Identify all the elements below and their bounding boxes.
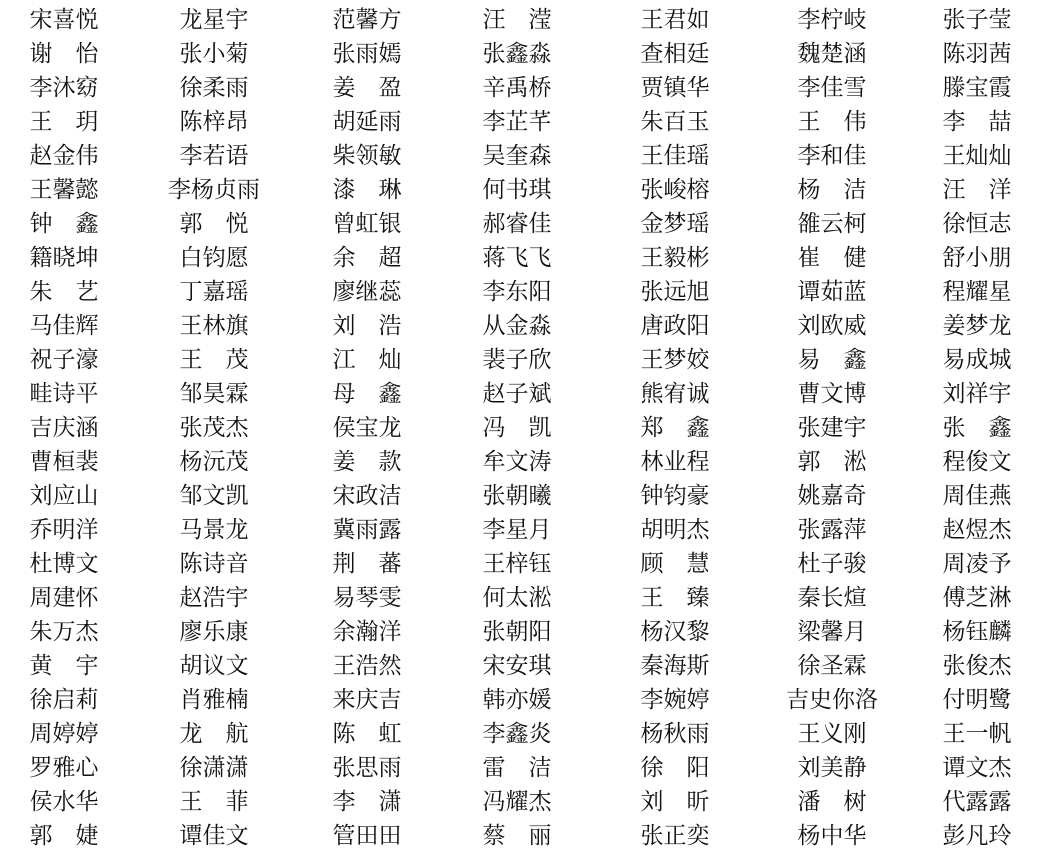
name-cell: 张子莹 [942,7,1012,33]
name-cell: 胡明杰 [640,517,710,543]
name-cell: 姜 款 [332,449,402,475]
name-row [0,717,1049,751]
name-cell: 王 菲 [179,789,249,815]
name-cell: 王 玥 [29,109,99,135]
name-cell: 李芷芊 [482,109,552,135]
name-cell: 侯宝龙 [332,415,402,441]
name-cell: 李杨贞雨 [168,177,260,203]
name-cell: 漆 琳 [332,177,402,203]
name-row [0,649,1049,683]
name-cell: 张朝曦 [482,483,552,509]
name-cell: 姜梦龙 [942,313,1012,339]
name-cell: 辛禹桥 [482,75,552,101]
name-cell: 余瀚洋 [332,619,402,645]
name-cell: 郭 婕 [29,823,99,849]
name-cell: 张建宇 [797,415,867,441]
name-cell: 黄 宇 [29,653,99,679]
name-cell: 杨 洁 [797,177,867,203]
name-cell: 赵煜杰 [942,517,1012,543]
name-cell: 吉庆涵 [29,415,99,441]
name-cell: 张峻榕 [640,177,710,203]
name-cell: 杨汉黎 [640,619,710,645]
name-row [0,37,1049,71]
name-cell: 赵浩宇 [179,585,249,611]
name-cell: 贾镇华 [640,75,710,101]
name-row [0,445,1049,479]
name-cell: 王林旗 [179,313,249,339]
name-cell: 邹文凯 [179,483,249,509]
name-cell: 丁嘉瑶 [179,279,249,305]
name-cell: 查相廷 [640,41,710,67]
name-cell: 王 臻 [640,585,710,611]
name-cell: 徐潇潇 [179,755,249,781]
name-row [0,343,1049,377]
name-cell: 乔明洋 [29,517,99,543]
name-cell: 郝睿佳 [482,211,552,237]
name-cell: 汪 滢 [482,7,552,33]
name-cell: 张俊杰 [942,653,1012,679]
name-cell: 蔡 丽 [482,823,552,849]
name-cell: 曾虹银 [332,211,402,237]
name-cell: 熊宥诚 [640,381,710,407]
name-cell: 肖雅楠 [179,687,249,713]
name-cell: 陈梓昂 [179,109,249,135]
name-cell: 谭佳文 [179,823,249,849]
name-cell: 柴领敏 [332,143,402,169]
name-cell: 王 伟 [797,109,867,135]
name-cell: 徐柔雨 [179,75,249,101]
name-cell: 赵子斌 [482,381,552,407]
name-cell: 李柠岐 [797,7,867,33]
name-cell: 冯耀杰 [482,789,552,815]
name-cell: 陈羽茜 [942,41,1012,67]
name-cell: 陈诗音 [179,551,249,577]
name-cell: 白钧愿 [179,245,249,271]
name-cell: 朱万杰 [29,619,99,645]
name-cell: 雒云柯 [797,211,867,237]
name-cell: 王义刚 [797,721,867,747]
name-cell: 舒小朋 [942,245,1012,271]
name-cell: 李若语 [179,143,249,169]
name-row [0,547,1049,581]
name-cell: 牟文涛 [482,449,552,475]
name-cell: 裴子欣 [482,347,552,373]
name-row [0,275,1049,309]
name-cell: 刘祥宇 [942,381,1012,407]
name-row [0,411,1049,445]
name-cell: 郑 鑫 [640,415,710,441]
name-row [0,207,1049,241]
name-cell: 李和佳 [797,143,867,169]
name-cell: 张鑫淼 [482,41,552,67]
name-row [0,377,1049,411]
name-cell: 周佳燕 [942,483,1012,509]
name-cell: 宋安琪 [482,653,552,679]
name-cell: 程耀星 [942,279,1012,305]
name-cell: 杜博文 [29,551,99,577]
name-cell: 廖继蕊 [332,279,402,305]
name-cell: 张露萍 [797,517,867,543]
name-row [0,139,1049,173]
name-cell: 付明鹭 [942,687,1012,713]
name-row [0,683,1049,717]
name-cell: 雷 洁 [482,755,552,781]
name-cell: 龙 航 [179,721,249,747]
name-cell: 蒋飞飞 [482,245,552,271]
name-row [0,105,1049,139]
name-cell: 刘欧威 [797,313,867,339]
name-cell: 籍晓坤 [29,245,99,271]
name-cell: 滕宝霞 [942,75,1012,101]
name-cell: 李婉婷 [640,687,710,713]
name-cell: 刘美静 [797,755,867,781]
name-cell: 刘 浩 [332,313,402,339]
name-cell: 宋喜悦 [29,7,99,33]
name-row [0,173,1049,207]
name-cell: 胡议文 [179,653,249,679]
name-row [0,309,1049,343]
name-cell: 秦长煊 [797,585,867,611]
name-cell: 潘 树 [797,789,867,815]
name-cell: 刘 昕 [640,789,710,815]
name-cell: 张小菊 [179,41,249,67]
name-cell: 从金淼 [482,313,552,339]
name-cell: 周凌予 [942,551,1012,577]
name-cell: 王馨懿 [29,177,99,203]
name-cell: 韩亦媛 [482,687,552,713]
name-row [0,819,1049,853]
name-cell: 冀雨露 [332,517,402,543]
name-cell: 谭茹蓝 [797,279,867,305]
name-cell: 傅芝淋 [942,585,1012,611]
name-cell: 畦诗平 [29,381,99,407]
name-cell: 周婷婷 [29,721,99,747]
name-cell: 张 鑫 [942,415,1012,441]
name-cell: 郭 淞 [797,449,867,475]
name-cell: 赵金伟 [29,143,99,169]
name-cell: 何太淞 [482,585,552,611]
name-cell: 祝子濠 [29,347,99,373]
name-cell: 顾 慧 [640,551,710,577]
name-cell: 徐 阳 [640,755,710,781]
name-cell: 易成城 [942,347,1012,373]
name-cell: 杨钰麟 [942,619,1012,645]
name-cell: 唐政阳 [640,313,710,339]
name-cell: 李东阳 [482,279,552,305]
name-cell: 侯水华 [29,789,99,815]
name-cell: 张朝阳 [482,619,552,645]
name-cell: 林业程 [640,449,710,475]
name-cell: 张正奕 [640,823,710,849]
name-cell: 易琴雯 [332,585,402,611]
name-cell: 汪 洋 [942,177,1012,203]
name-list-grid [0,3,1049,853]
name-cell: 徐圣霖 [797,653,867,679]
name-cell: 彭凡玲 [942,823,1012,849]
name-cell: 易 鑫 [797,347,867,373]
name-cell: 秦海斯 [640,653,710,679]
name-row [0,3,1049,37]
name-cell: 张雨嫣 [332,41,402,67]
name-cell: 李星月 [482,517,552,543]
name-cell: 范馨方 [332,7,402,33]
name-cell: 荆 蕃 [332,551,402,577]
name-cell: 李佳雪 [797,75,867,101]
name-cell: 罗雅心 [29,755,99,781]
name-cell: 吴奎森 [482,143,552,169]
name-cell: 杨沅茂 [179,449,249,475]
name-cell: 杜子骏 [797,551,867,577]
name-cell: 张思雨 [332,755,402,781]
name-cell: 徐恒志 [942,211,1012,237]
name-row [0,479,1049,513]
name-cell: 李 潇 [332,789,402,815]
name-cell: 朱百玉 [640,109,710,135]
name-cell: 张远旭 [640,279,710,305]
name-cell: 杨中华 [797,823,867,849]
name-cell: 崔 健 [797,245,867,271]
name-cell: 王君如 [640,7,710,33]
name-cell: 来庆吉 [332,687,402,713]
name-cell: 梁馨月 [797,619,867,645]
name-cell: 周建怀 [29,585,99,611]
name-cell: 王一帆 [942,721,1012,747]
name-cell: 何书琪 [482,177,552,203]
name-cell: 魏楚涵 [797,41,867,67]
name-cell: 徐启莉 [29,687,99,713]
name-cell: 陈 虹 [332,721,402,747]
name-cell: 王梦姣 [640,347,710,373]
name-cell: 王灿灿 [942,143,1012,169]
name-cell: 钟钧豪 [640,483,710,509]
name-cell: 胡延雨 [332,109,402,135]
name-row [0,785,1049,819]
name-row [0,751,1049,785]
name-cell: 曹桓裴 [29,449,99,475]
name-cell: 朱 艺 [29,279,99,305]
name-cell: 杨秋雨 [640,721,710,747]
name-cell: 宋政洁 [332,483,402,509]
name-cell: 金梦瑶 [640,211,710,237]
name-cell: 马景龙 [179,517,249,543]
name-cell: 母 鑫 [332,381,402,407]
name-cell: 李沐窈 [29,75,99,101]
name-cell: 钟 鑫 [29,211,99,237]
name-cell: 吉史你洛 [786,687,878,713]
name-row [0,241,1049,275]
name-cell: 王浩然 [332,653,402,679]
name-cell: 李鑫炎 [482,721,552,747]
name-cell: 代露露 [942,789,1012,815]
name-cell: 谢 怡 [29,41,99,67]
name-cell: 马佳辉 [29,313,99,339]
name-cell: 管田田 [332,823,402,849]
name-cell: 江 灿 [332,347,402,373]
name-cell: 姚嘉奇 [797,483,867,509]
name-row [0,513,1049,547]
name-cell: 王毅彬 [640,245,710,271]
name-cell: 张茂杰 [179,415,249,441]
name-cell: 龙星宇 [179,7,249,33]
name-row [0,615,1049,649]
name-cell: 邹昊霖 [179,381,249,407]
name-cell: 谭文杰 [942,755,1012,781]
name-cell: 姜 盈 [332,75,402,101]
name-cell: 余 超 [332,245,402,271]
name-cell: 廖乐康 [179,619,249,645]
name-cell: 刘应山 [29,483,99,509]
name-cell: 王梓钰 [482,551,552,577]
name-row [0,71,1049,105]
name-cell: 程俊文 [942,449,1012,475]
name-cell: 王 茂 [179,347,249,373]
name-cell: 李 喆 [942,109,1012,135]
name-cell: 郭 悦 [179,211,249,237]
name-cell: 王佳瑶 [640,143,710,169]
name-cell: 曹文博 [797,381,867,407]
name-row [0,581,1049,615]
name-cell: 冯 凯 [482,415,552,441]
